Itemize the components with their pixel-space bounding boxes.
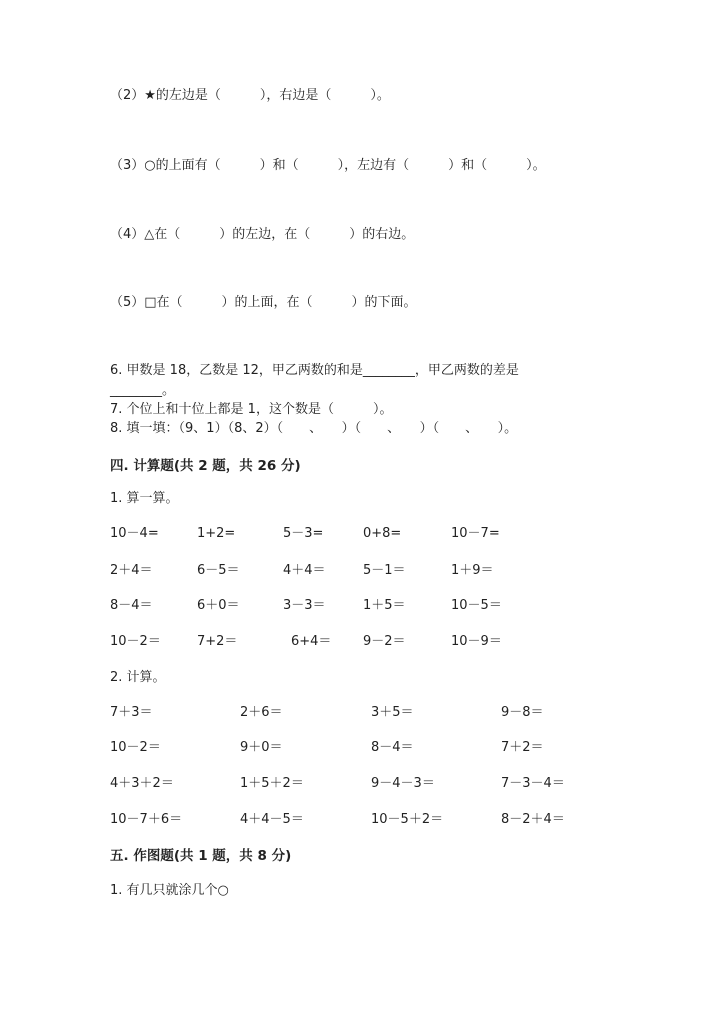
section-5-q1-title: 1. 有几只就涂几个○	[110, 883, 229, 898]
calc-item: 5－3=	[283, 526, 324, 541]
calc-item: 2＋4＝	[110, 563, 153, 578]
calc-item: 8－4＝	[110, 598, 153, 613]
calc-item: 9－2＝	[363, 634, 406, 649]
question-6-line1: 6. 甲数是 18，乙数是 12，甲乙两数的和是________，甲乙两数的差是	[110, 363, 519, 378]
calc-item: 6＋0＝	[197, 598, 240, 613]
calc-item: 7－3－4＝	[501, 776, 565, 791]
calc-item: 1＋5＋2＝	[240, 776, 304, 791]
calc-item: 8－2＋4＝	[501, 812, 565, 827]
calc-item: 10－7＋6＝	[110, 812, 183, 827]
calc-item: 2＋6＝	[240, 705, 283, 720]
question-3-5: （5）□在（ ）的上面，在（ ）的下面。	[110, 295, 417, 310]
calc-item: 8－4＝	[371, 740, 414, 755]
calc-item: 5－1＝	[363, 563, 406, 578]
calc-item: 10－2＝	[110, 634, 161, 649]
question-6-line2: ________。	[110, 383, 176, 398]
calc-item: 4＋4－5＝	[240, 812, 304, 827]
calc-item: 4＋4＝	[283, 563, 326, 578]
calc-item: 6+4＝	[291, 634, 332, 649]
calc-item: 3－3＝	[283, 598, 326, 613]
calc-item: 6－5＝	[197, 563, 240, 578]
calc-item: 9－4－3＝	[371, 776, 435, 791]
calc-item: 1+2=	[197, 526, 236, 541]
calc-item: 10－4=	[110, 526, 159, 541]
calc-item: 10－9＝	[451, 634, 502, 649]
calc-item: 9＋0＝	[240, 740, 283, 755]
question-8: 8. 填一填：（9、1）（8、2）（ 、 ）（ 、 ）（ 、 ）。	[110, 421, 518, 436]
calc-item: 7＋3＝	[110, 705, 153, 720]
calc-item: 3＋5＝	[371, 705, 414, 720]
question-7: 7. 个位上和十位上都是 1，这个数是（ ）。	[110, 402, 393, 417]
section-4-heading: 四. 计算题(共 2 题，共 26 分)	[110, 458, 301, 474]
question-3-2: （2）★的左边是（ ），右边是（ ）。	[110, 88, 390, 103]
calc-item: 7+2＝	[197, 634, 238, 649]
calc-item: 7＋2＝	[501, 740, 544, 755]
calc-item: 10－7=	[451, 526, 500, 541]
section-4-q1-title: 1. 算一算。	[110, 491, 179, 506]
calc-item: 1＋5＝	[363, 598, 406, 613]
section-4-q2-title: 2. 计算。	[110, 670, 166, 685]
question-3-3: （3）○的上面有（ ）和（ ），左边有（ ）和（ ）。	[110, 158, 546, 173]
calc-item: 10－5＋2＝	[371, 812, 444, 827]
calc-item: 10－5＝	[451, 598, 502, 613]
calc-item: 0+8=	[363, 526, 402, 541]
calc-item: 9－8＝	[501, 705, 544, 720]
section-5-heading: 五. 作图题(共 1 题，共 8 分)	[110, 848, 292, 864]
question-3-4: （4）△在（ ）的左边，在（ ）的右边。	[110, 227, 415, 242]
calc-item: 10－2＝	[110, 740, 161, 755]
calc-item: 4＋3＋2＝	[110, 776, 174, 791]
calc-item: 1＋9＝	[451, 563, 494, 578]
